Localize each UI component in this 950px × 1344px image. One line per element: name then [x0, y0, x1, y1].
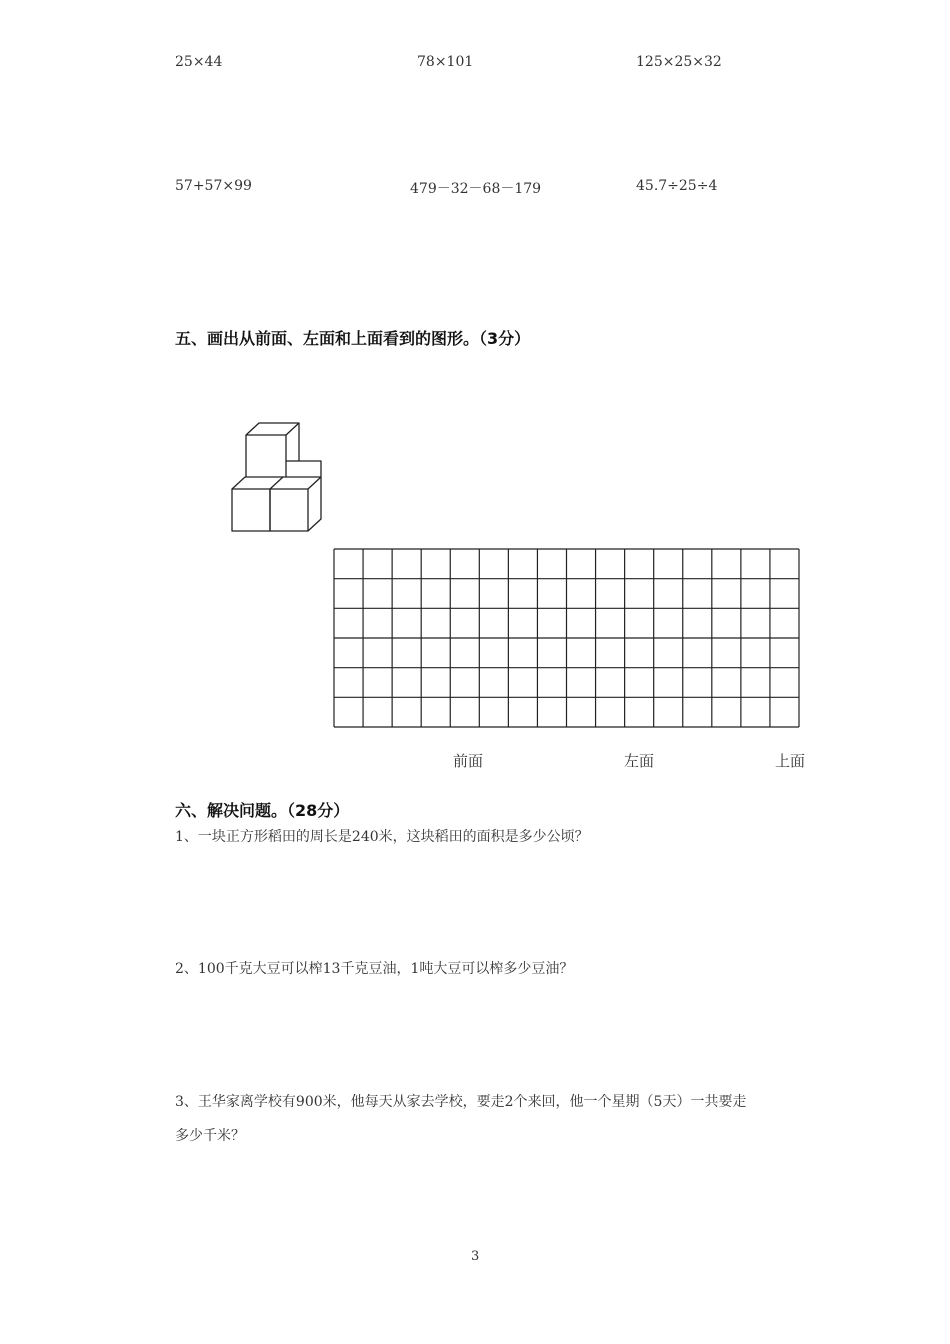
label-front: 前面: [453, 752, 484, 770]
label-top: 上面: [775, 752, 806, 770]
drawing-grid[interactable]: [333, 548, 800, 728]
calc-item: 78×101: [417, 54, 474, 70]
label-left: 左面: [624, 752, 655, 770]
question-3-line-2: 多少千米？: [175, 1128, 245, 1144]
calc-item: 45.7÷25÷4: [636, 178, 718, 194]
calc-item: 57+57×99: [175, 178, 252, 194]
page-number: 3: [471, 1249, 480, 1264]
calc-item: 125×25×32: [636, 54, 722, 70]
calc-item: 25×44: [175, 54, 223, 70]
question-1: 1、一块正方形稻田的周长是240米，这块稻田的面积是多少公顷？: [175, 829, 589, 845]
cube-stack-figure: [225, 415, 345, 540]
question-3-line-1: 3、王华家离学校有900米，他每天从家去学校，要走2个来回，他一个星期（5天）一共要走: [175, 1094, 747, 1110]
question-2: 2、100千克大豆可以榨13千克豆油，1吨大豆可以榨多少豆油？: [175, 961, 574, 977]
section-6-title: 六、解决问题。（28分）: [175, 801, 350, 820]
calc-item: 479－32－68－179: [410, 181, 542, 197]
section-5-title: 五、画出从前面、左面和上面看到的图形。（3分）: [175, 329, 531, 348]
